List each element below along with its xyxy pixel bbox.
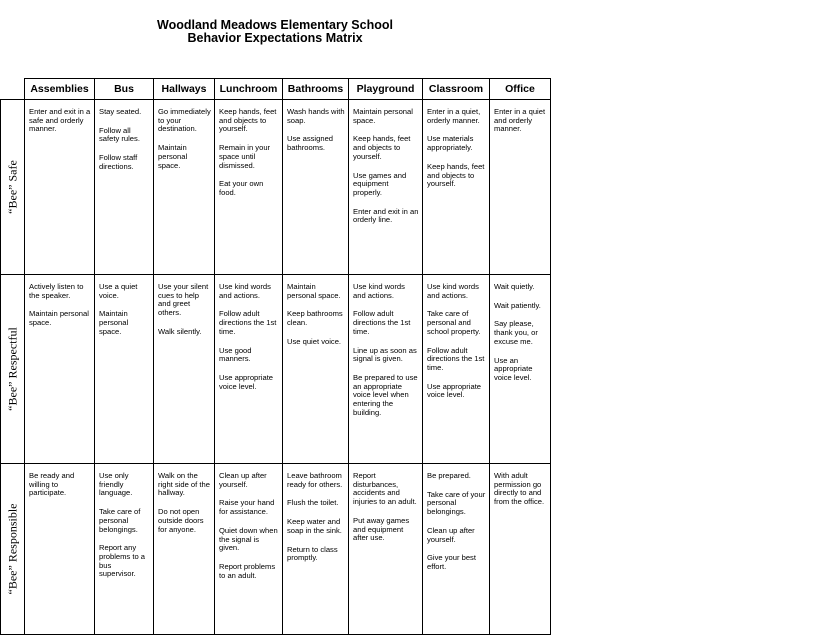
expectation-item: Take care of personal and school property. <box>427 309 481 336</box>
expectation-item: Keep bathrooms clean. <box>287 309 343 328</box>
expectation-item: Use an appropriate voice level. <box>494 355 533 382</box>
expectation-item: Wash hands with soap. <box>287 107 345 125</box>
expectation-item: Wait quietly. <box>494 282 535 291</box>
expectation-item: Keep hands, feet and objects to yourself. <box>353 134 411 161</box>
expectation-item: Wait patiently. <box>494 300 541 310</box>
matrix-cell <box>215 100 283 275</box>
header-row <box>1 79 551 100</box>
matrix-subtitle: Behavior Expectations Matrix <box>187 31 363 45</box>
matrix-cell <box>25 275 95 464</box>
matrix-row <box>1 100 551 275</box>
expectation-item: Maintain personal space. <box>158 143 188 170</box>
matrix-cell <box>283 100 349 275</box>
expectation-item: Remain in your space until dismissed. <box>219 143 271 170</box>
expectation-item: Use games and equipment properly. <box>353 170 407 197</box>
expectation-item: Be prepared. <box>427 471 471 480</box>
column-header: Hallways <box>154 79 215 100</box>
matrix-cell <box>215 275 283 464</box>
expectation-item: Clean up after yourself. <box>219 471 267 489</box>
expectation-item: Use appropriate voice level. <box>219 372 274 391</box>
expectation-item: Say please, thank you, or excuse me. <box>494 319 538 346</box>
expectation-item: Follow adult directions the 1st time. <box>353 309 411 336</box>
row-label: “Bee” Responsible <box>5 503 19 595</box>
expectation-item: Enter and exit in an orderly line. <box>353 206 419 225</box>
expectation-item: Leave bathroom ready for others. <box>287 471 343 489</box>
expectation-item: Follow adult directions the 1st time. <box>427 345 485 372</box>
expectation-item: Be prepared to use an appropriate voice level when entering the building. <box>353 372 418 417</box>
matrix-cell <box>349 275 423 464</box>
expectation-item: Report any problems to a bus supervisor. <box>99 543 146 579</box>
expectation-item: Return to class promptly. <box>287 544 338 563</box>
expectation-item: Flush the toilet. <box>287 498 339 508</box>
expectation-item: Maintain personal space. <box>287 282 341 300</box>
expectation-item: Enter in a quiet and orderly manner. <box>494 107 546 134</box>
row-header-cell <box>1 464 25 635</box>
matrix-cell <box>154 275 215 464</box>
expectation-item: Keep hands, feet and objects to yourself. <box>219 107 277 134</box>
expectation-item: Use good manners. <box>219 345 252 364</box>
expectation-item: Line up as soon as signal is given. <box>353 345 417 364</box>
expectation-item: Follow adult directions the 1st time. <box>219 309 277 336</box>
matrix-cell <box>423 464 490 635</box>
expectation-item: Report problems to an adult. <box>219 561 276 580</box>
behavior-matrix-table <box>0 78 551 635</box>
column-header: Bus <box>95 79 154 100</box>
column-header: Classroom <box>423 79 490 100</box>
expectation-item: Keep water and soap in the sink. <box>287 517 342 535</box>
expectation-item: Report disturbances, accidents and injuries to an adult. <box>353 471 417 507</box>
expectation-item: Use your silent cues to help and greet others. <box>158 282 209 318</box>
expectation-item: Be ready and willing to participate. <box>29 471 75 498</box>
expectation-item: Put away games and equipment after use. <box>353 515 410 543</box>
row-header-cell <box>1 100 25 275</box>
matrix-cell <box>490 275 551 464</box>
expectation-item: Eat your own food. <box>219 179 264 197</box>
matrix-cell <box>423 100 490 275</box>
expectation-item: Follow all safety rules. <box>99 125 140 144</box>
matrix-cell <box>25 464 95 635</box>
corner-cell <box>1 79 25 100</box>
expectation-item: Use materials appropriately. <box>427 134 474 153</box>
expectation-item: Enter and exit in a safe and orderly manner. <box>29 107 91 134</box>
expectation-item: Raise your hand for assistance. <box>219 498 275 517</box>
matrix-cell <box>95 275 154 464</box>
column-header: Office <box>490 79 551 100</box>
row-label: “Bee” Safe <box>5 160 19 214</box>
expectation-item: Maintain personal space. <box>353 107 413 125</box>
expectation-item: Walk on the right side of the hallway. <box>158 471 210 498</box>
matrix-cell <box>490 464 551 635</box>
expectation-item: Give your best effort. <box>427 553 476 571</box>
expectation-item: Quiet down when the signal is given. <box>219 525 278 553</box>
expectation-item: Walk silently. <box>158 326 202 336</box>
expectation-item: Take care of personal belongings. <box>99 507 141 534</box>
matrix-cell <box>154 100 215 275</box>
matrix-cell <box>283 464 349 635</box>
matrix-cell <box>95 100 154 275</box>
row-label: “Bee” Respectful <box>5 327 19 411</box>
expectation-item: Use a quiet voice. <box>99 282 138 300</box>
expectation-item: Use kind words and actions. <box>219 282 271 300</box>
column-header: Assemblies <box>25 79 95 100</box>
expectation-item: Use appropriate voice level. <box>427 381 482 400</box>
expectation-item: Go immediately to your destination. <box>158 107 211 134</box>
matrix-cell <box>154 464 215 635</box>
expectation-item: Take care of your personal belongings. <box>427 489 486 517</box>
expectation-item: Clean up after yourself. <box>427 525 475 544</box>
column-header: Bathrooms <box>283 79 349 100</box>
expectation-item: Do not open outside doors for anyone. <box>158 507 204 534</box>
matrix-cell <box>349 464 423 635</box>
matrix-cell <box>349 100 423 275</box>
expectation-item: Actively listen to the speaker. <box>29 282 84 300</box>
expectation-item: Keep hands, feet and objects to yourself. <box>427 161 485 189</box>
expectation-item: Maintain personal space. <box>29 309 89 328</box>
column-header: Lunchroom <box>215 79 283 100</box>
row-header-cell <box>1 275 25 464</box>
column-header: Playground <box>349 79 423 100</box>
school-name: Woodland Meadows Elementary School <box>157 18 393 32</box>
matrix-cell <box>490 100 551 275</box>
matrix-cell <box>283 275 349 464</box>
expectation-item: Follow staff directions. <box>99 153 138 171</box>
matrix-cell <box>25 100 95 275</box>
expectation-item: Use kind words and actions. <box>353 282 405 300</box>
document-title <box>130 19 420 45</box>
matrix-row <box>1 275 551 464</box>
expectation-item: Use assigned bathrooms. <box>287 134 334 153</box>
expectation-item: Maintain personal space. <box>99 309 129 336</box>
expectation-item: With adult permission go directly to and from the office. <box>494 471 545 507</box>
matrix-cell <box>215 464 283 635</box>
matrix-cell <box>95 464 154 635</box>
expectation-item: Use quiet voice. <box>287 336 342 346</box>
expectation-item: Use only friendly language. <box>99 471 133 498</box>
matrix-cell <box>423 275 490 464</box>
expectation-item: Enter in a quiet, orderly manner. <box>427 107 481 125</box>
expectation-item: Stay seated. <box>99 107 142 116</box>
matrix-row <box>1 464 551 635</box>
expectation-item: Use kind words and actions. <box>427 282 479 300</box>
